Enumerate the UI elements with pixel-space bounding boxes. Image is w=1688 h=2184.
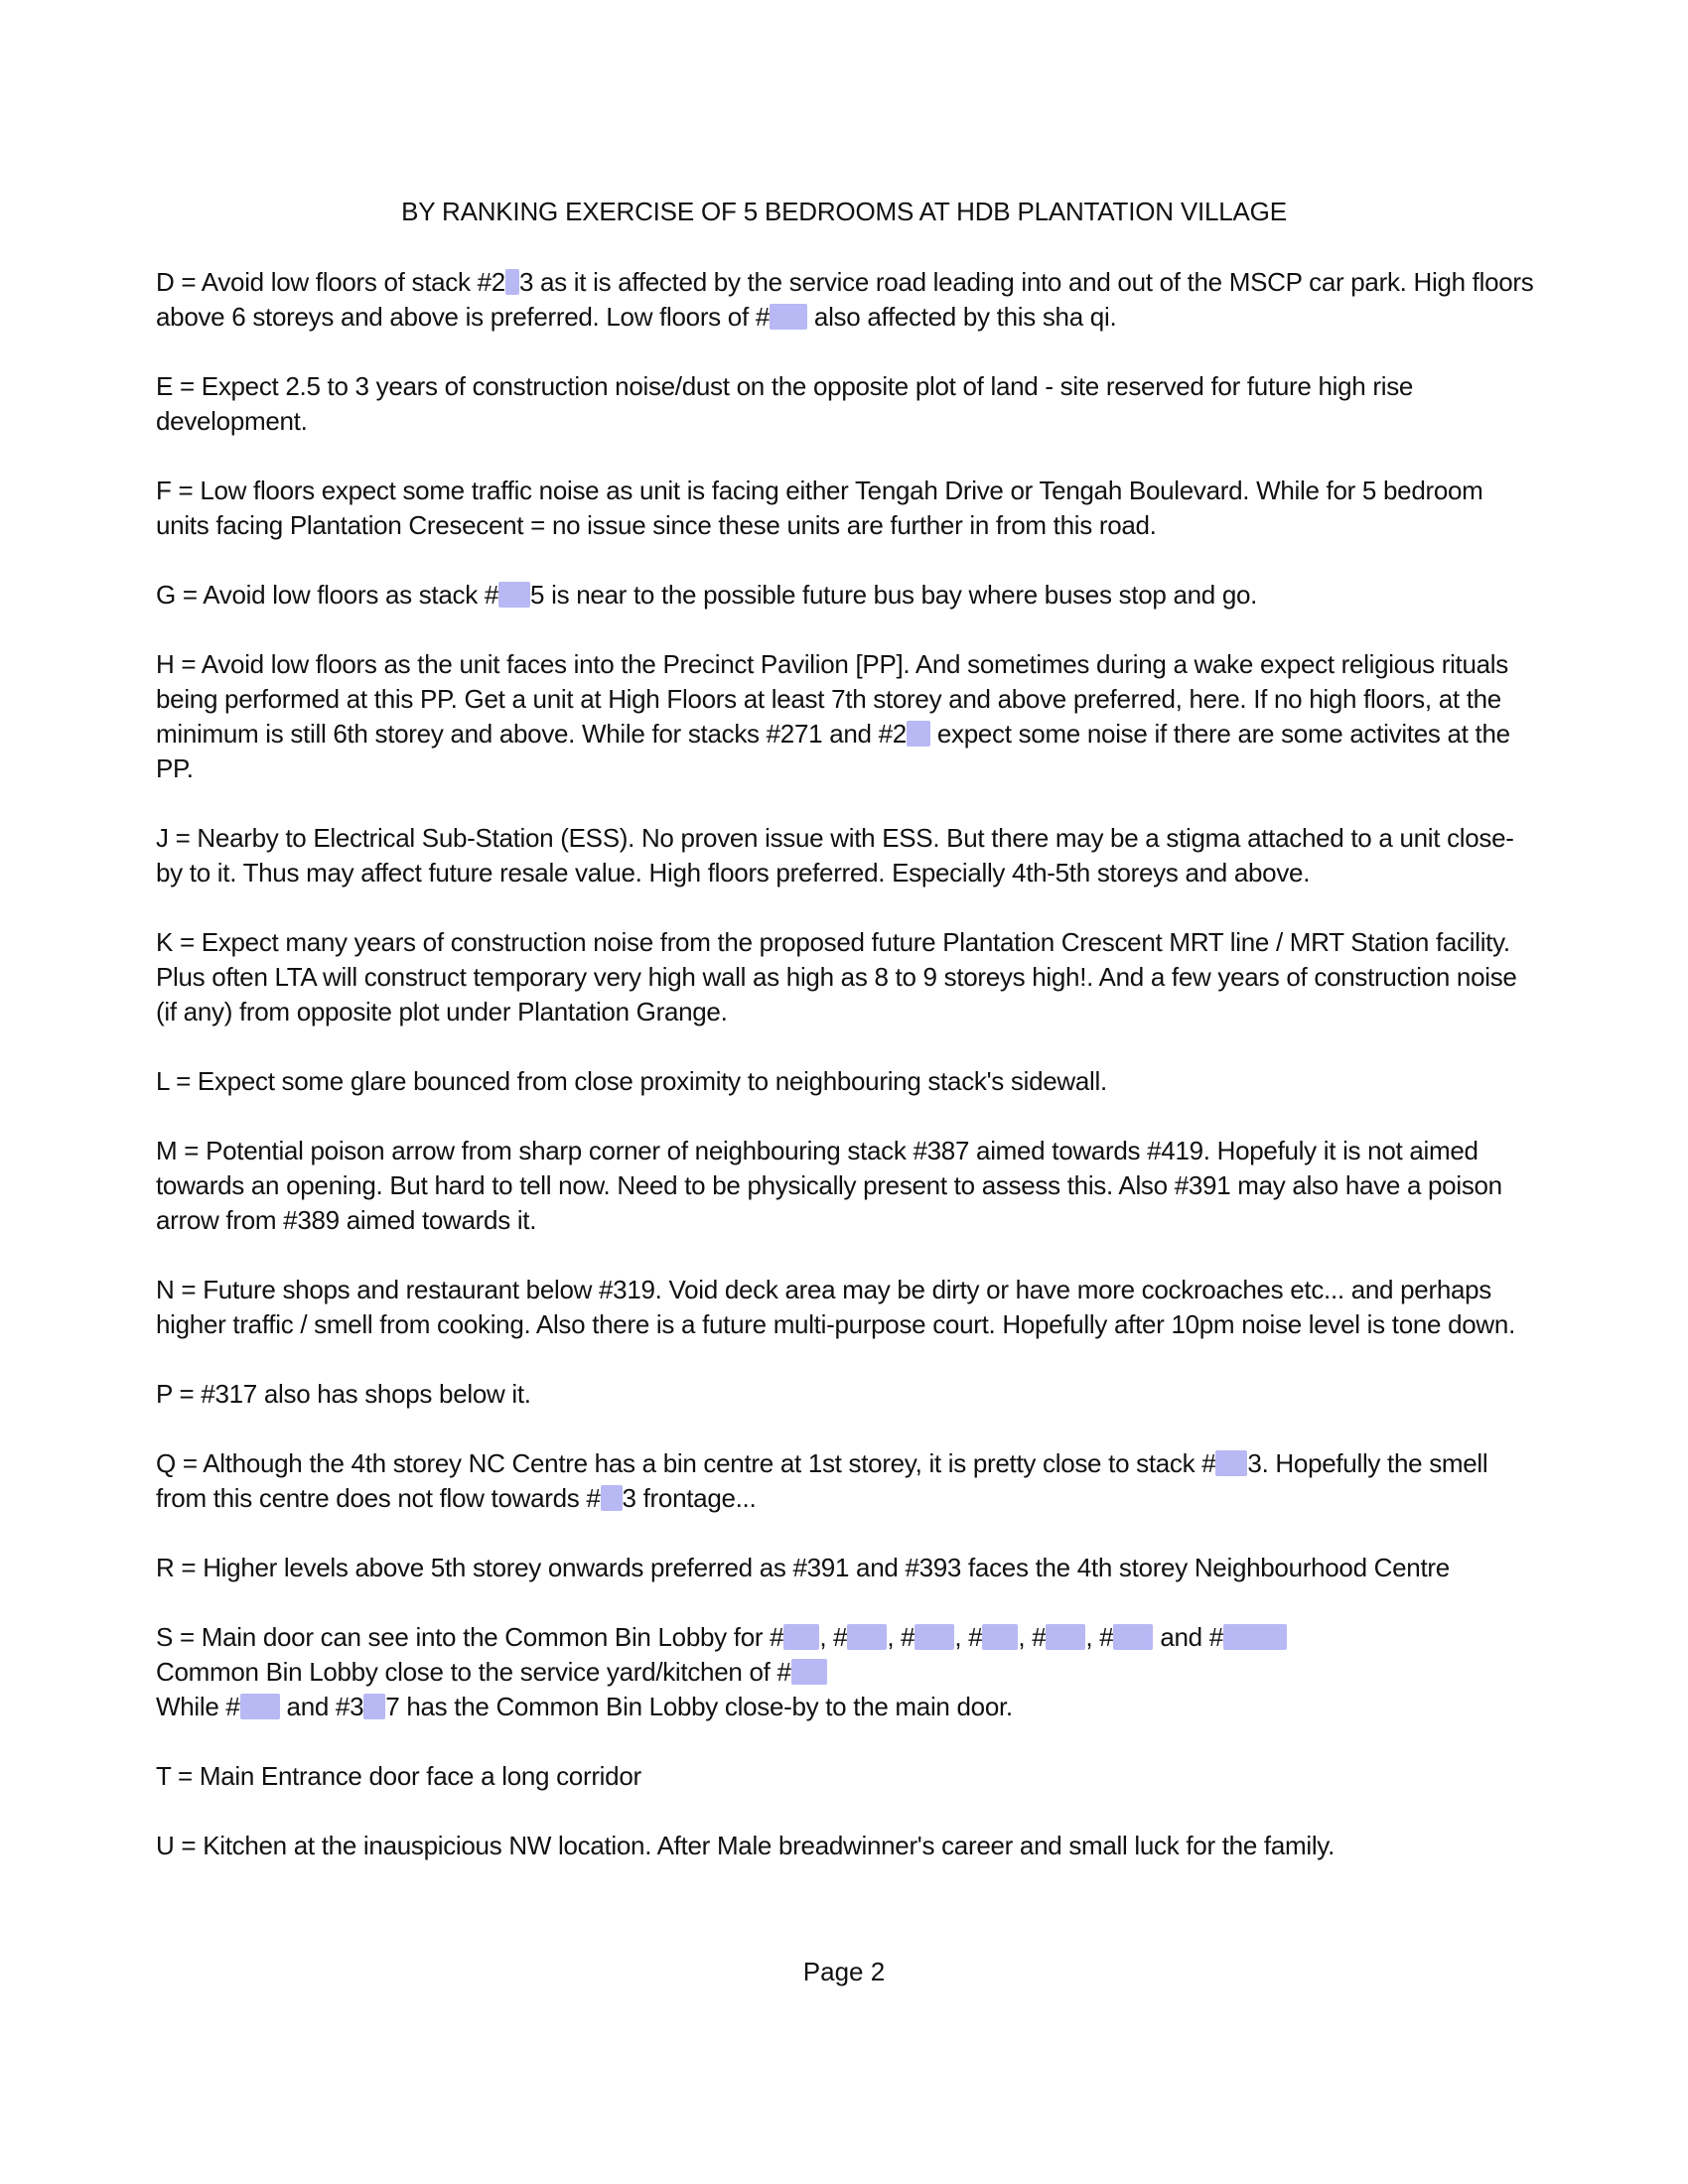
redaction-mark [791, 1659, 827, 1685]
note-n: N = Future shops and restaurant below #319. Void deck area may be dirty or have more cockroaches etc... and perhaps higher traffic / smell from cooking. Also there is a future multi-purpose court. Hopefully after 10pm noise level is tone down. [156, 1275, 1515, 1339]
note-t: T = Main Entrance door face a long corridor [156, 1761, 641, 1791]
note-s-line1: S = Main door can see into the Common Bin Lobby for # , # , # , # , # , # and # [156, 1620, 1536, 1655]
page-number: Page 2 [802, 1957, 886, 1986]
note-s-line3: While # and #3 7 has the Common Bin Lobby close-by to the main door. [156, 1692, 1013, 1721]
redaction-mark [1223, 1624, 1287, 1650]
page-title: BY RANKING EXERCISE OF 5 BEDROOMS AT HDB PLANTATION VILLAGE [401, 197, 1287, 226]
note-u: U = Kitchen at the inauspicious NW location. After Male breadwinner's career and small luck for the family. [156, 1831, 1335, 1860]
note-m: M = Potential poison arrow from sharp corner of neighbouring stack #387 aimed towards #419. Hopefuly it is not aimed towards an opening. But hard to tell now. Need to be physically present to assess this. Also #391 may also have a poison arrow from #389 aimed towards it. [156, 1136, 1502, 1235]
redaction-mark [1215, 1450, 1247, 1476]
note-g: G = Avoid low floors as stack # 5 is near to the possible future bus bay where buses stop and go. [156, 580, 1258, 610]
note-l: L = Expect some glare bounced from close proximity to neighbouring stack's sidewall. [156, 1066, 1107, 1096]
redaction-mark [601, 1485, 623, 1511]
redaction-mark [770, 304, 807, 330]
redaction-mark [498, 582, 530, 608]
note-s-line2: Common Bin Lobby close to the service yard/kitchen of # [156, 1655, 1536, 1690]
note-f: F = Low floors expect some traffic noise as unit is facing either Tengah Drive or Tengah Boulevard. While for 5 bedroom units facing Plantation Cresecent = no issue since these units are further in from this road. [156, 476, 1483, 540]
note-k: K = Expect many years of construction noise from the proposed future Plantation Crescent MRT line / MRT Station facility. Plus often LTA will construct temporary very high wall as high as 8 to 9 storeys high!. And a few years of construction noise (if any) from opposite plot under Plantation Grange. [156, 927, 1517, 1026]
note-j: J = Nearby to Electrical Sub-Station (ESS). No proven issue with ESS. But there may be a stigma attached to a unit close-by to it. Thus may affect future resale value. High floors preferred. Especially 4th-5th storeys and above. [156, 823, 1514, 887]
note-d: D = Avoid low floors of stack #2 3 as it is affected by the service road leading into and out of the MSCP car park. High floors above 6 storeys and above is preferred. Low floors of # also affected by this sha qi. [156, 267, 1534, 332]
redaction-mark [240, 1694, 280, 1719]
redaction-mark [982, 1624, 1018, 1650]
redaction-mark [914, 1624, 954, 1650]
note-q: Q = Although the 4th storey NC Centre has a bin centre at 1st storey, it is pretty close to stack # 3. Hopefully the smell from this centre does not flow towards # 3 frontage... [156, 1448, 1488, 1513]
redaction-mark [363, 1694, 385, 1719]
note-r: R = Higher levels above 5th storey onwards preferred as #391 and #393 faces the 4th storey Neighbourhood Centre [156, 1553, 1450, 1582]
redaction-mark [505, 269, 519, 295]
redaction-mark [1113, 1624, 1153, 1650]
note-e: E = Expect 2.5 to 3 years of construction noise/dust on the opposite plot of land - site reserved for future high rise development. [156, 371, 1414, 436]
redaction-mark [1046, 1624, 1085, 1650]
redaction-mark [907, 721, 930, 747]
redaction-mark [783, 1624, 819, 1650]
note-p: P = #317 also has shops below it. [156, 1379, 531, 1409]
redaction-mark [847, 1624, 887, 1650]
note-h: H = Avoid low floors as the unit faces into the Precinct Pavilion [PP]. And sometimes during a wake expect religious rituals being performed at this PP. Get a unit at High Floors at least 7th storey and above preferred, here. If no high floors, at the minimum is still 6th storey and above. While for stacks #271 and #2 expect some noise if there are some activites at the PP. [156, 649, 1510, 783]
notes-body [156, 265, 1536, 1898]
